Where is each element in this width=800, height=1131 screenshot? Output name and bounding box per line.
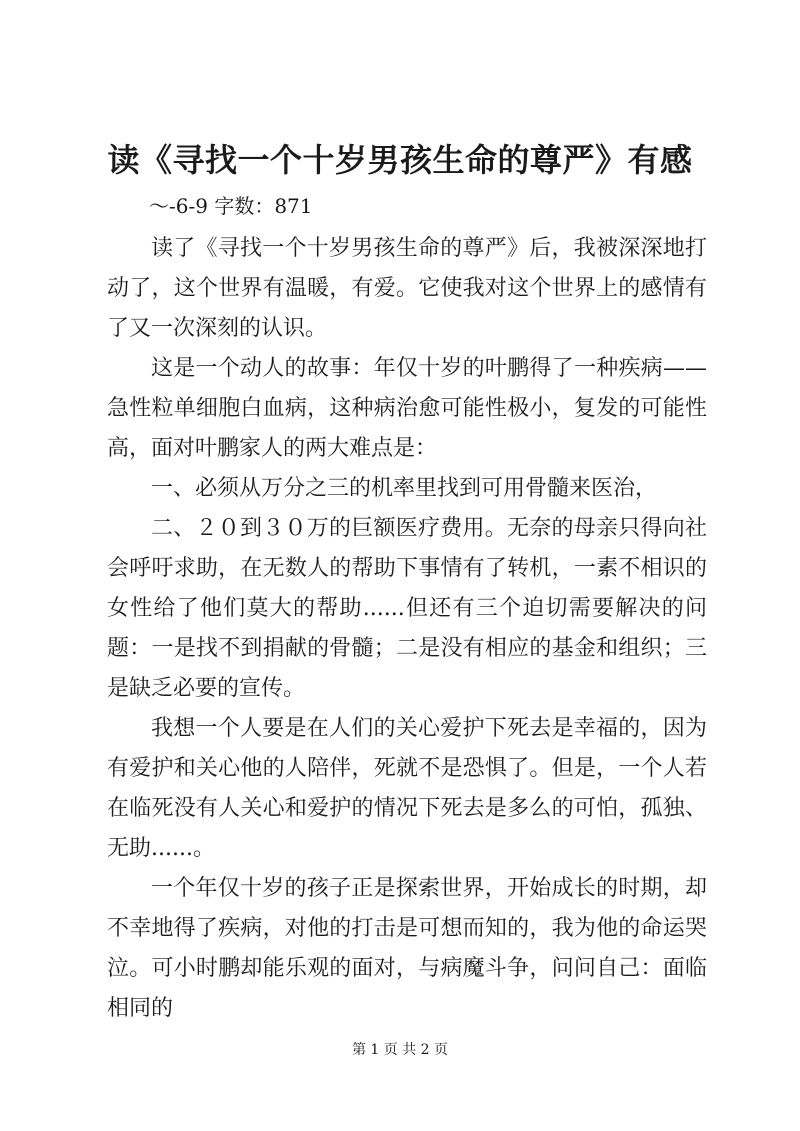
paragraph: 读了《寻找一个十岁男孩生命的尊严》后，我被深深地打动了，这个世界有温暖，有爱。它使我对这个世界上的感情有了又一次深刻的认识。	[107, 236, 707, 341]
paragraph: 一个年仅十岁的孩子正是探索世界，开始成长的时期，却不幸地得了疾病，对他的打击是可想而知的，我为他的命运哭泣。可小时鹏却能乐观的面对，与病魔斗争，问问自己：面临相同的	[107, 876, 707, 1021]
document-meta: ～-6-9 字数：871	[149, 194, 313, 218]
document-title: 读《寻找一个十岁男孩生命的尊严》有感	[107, 141, 693, 179]
paragraph: 一、必须从万分之三的机率里找到可用骨髓来医治，	[151, 476, 658, 501]
document-body	[107, 229, 707, 1029]
paragraph: 我想一个人要是在人们的关心爱护下死去是幸福的，因为有爱护和关心他的人陪伴，死就不是恐惧了。但是，一个人若在临死没有人关心和爱护的情况下死去是多么的可怕，孤独、无助......。	[107, 716, 707, 861]
paragraph: 二、２０到３０万的巨额医疗费用。无奈的母亲只得向社会呼吁求助，在无数人的帮助下事情有了转机，一素不相识的女性给了他们莫大的帮助......但还有三个迫切需要解决的问题：一是找不到捐献的骨髓；二是没有相应的基金和组织；三是缺乏必要的宣传。	[107, 516, 707, 701]
page-footer: 第 1 页 共 2 页	[351, 1042, 449, 1058]
paragraph: 这是一个动人的故事：年仅十岁的叶鹏得了一种疾病——急性粒单细胞白血病，这种病治愈可能性极小，复发的可能性高，面对叶鹏家人的两大难点是：	[107, 356, 707, 461]
